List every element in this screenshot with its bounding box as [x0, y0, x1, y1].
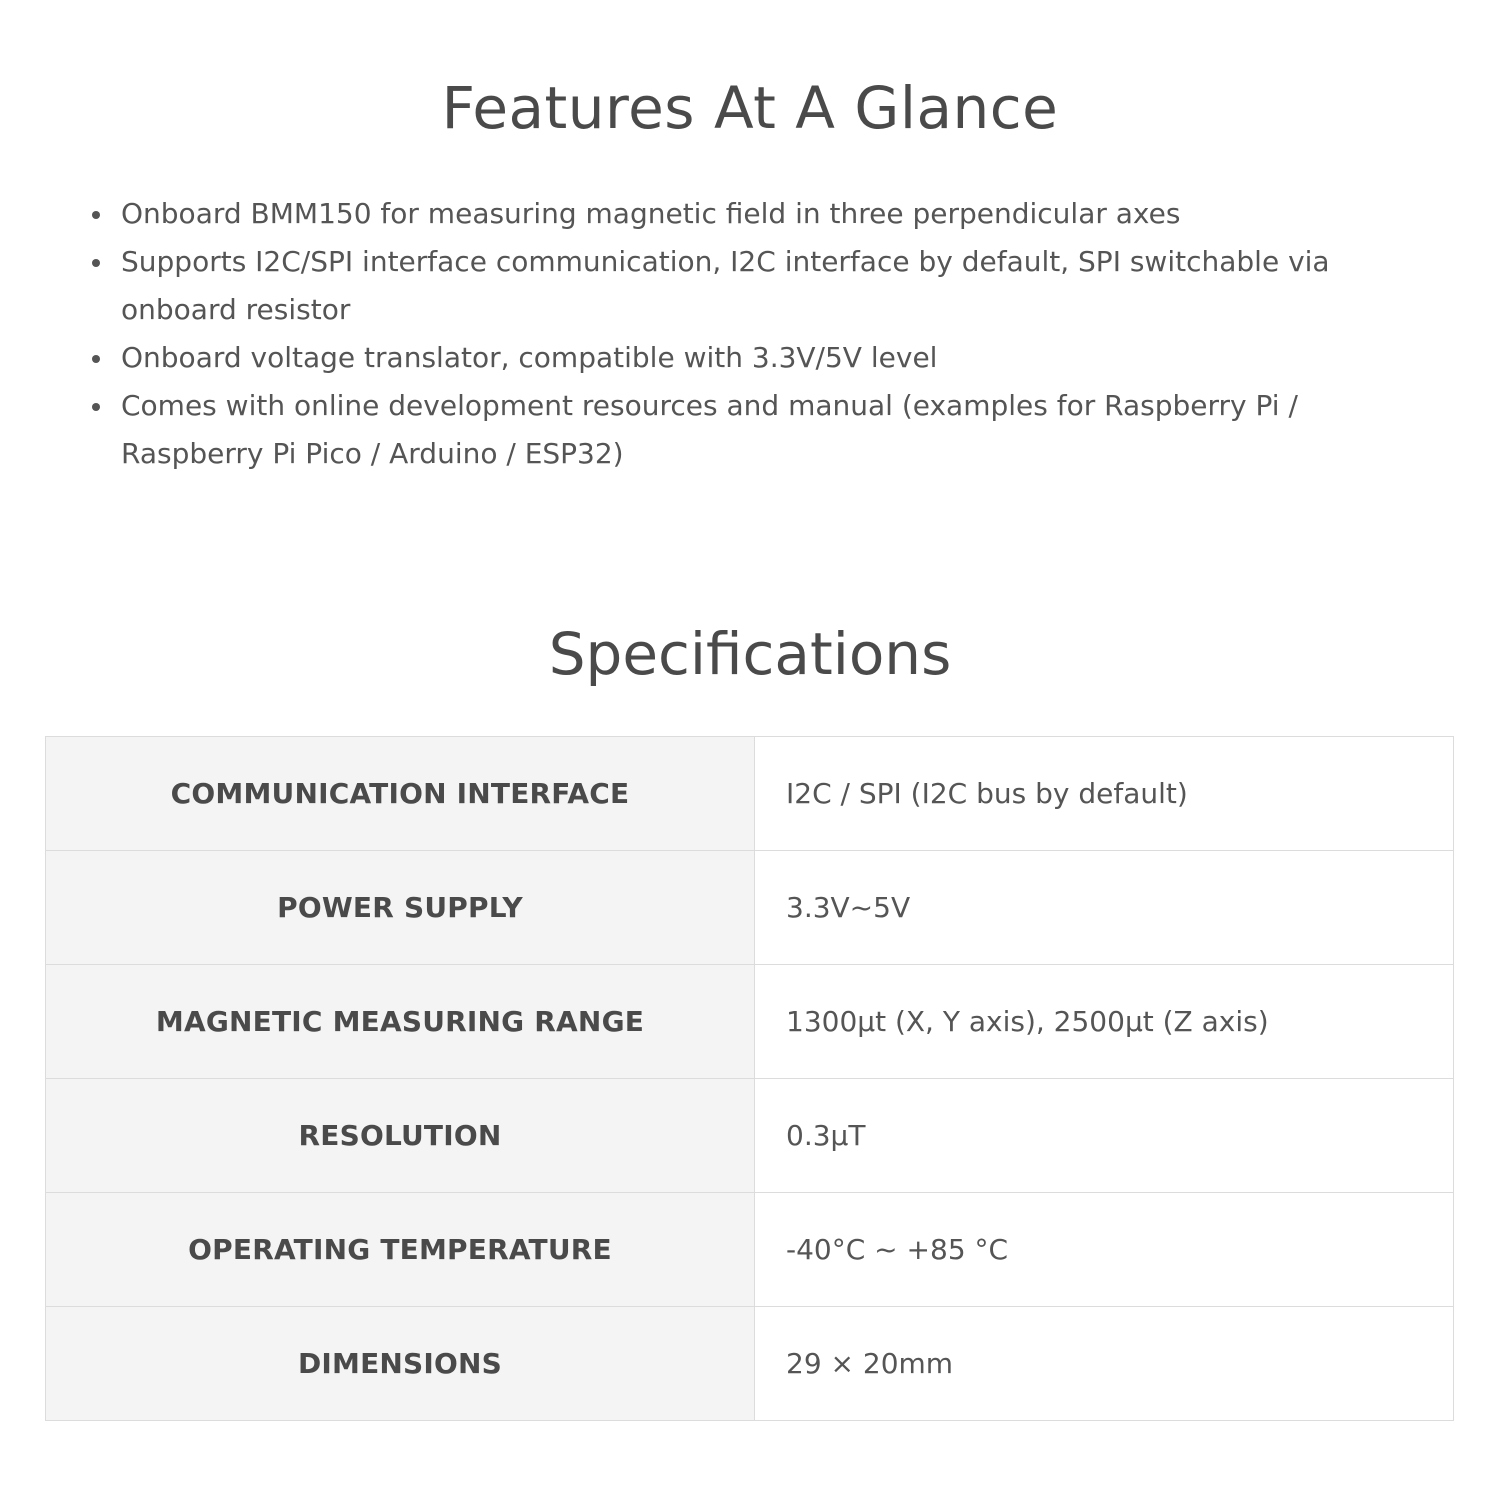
- spec-value: 0.3μT: [755, 1079, 1454, 1193]
- spec-value: I2C / SPI (I2C bus by default): [755, 737, 1454, 851]
- spec-value: -40°C ~ +85 °C: [755, 1193, 1454, 1307]
- spec-label: COMMUNICATION INTERFACE: [46, 737, 755, 851]
- feature-item: Supports I2C/SPI interface communication, I2C interface by default, SPI switchable via onboard resistor: [90, 238, 1350, 334]
- table-row: [46, 737, 1454, 851]
- features-list: [90, 190, 1350, 478]
- spec-label: DIMENSIONS: [46, 1307, 755, 1421]
- table-row: [46, 1193, 1454, 1307]
- feature-item: Onboard BMM150 for measuring magnetic field in three perpendicular axes: [90, 190, 1350, 238]
- feature-item: Onboard voltage translator, compatible with 3.3V/5V level: [90, 334, 1350, 382]
- table-row: [46, 1079, 1454, 1193]
- spec-label: MAGNETIC MEASURING RANGE: [46, 965, 755, 1079]
- spec-value: 29 × 20mm: [755, 1307, 1454, 1421]
- spec-label: OPERATING TEMPERATURE: [46, 1193, 755, 1307]
- specifications-title: Specifications: [548, 620, 952, 688]
- feature-item: Comes with online development resources and manual (examples for Raspberry Pi / Raspberry Pi Pico / Arduino / ESP32): [90, 382, 1350, 478]
- spec-value: 3.3V~5V: [755, 851, 1454, 965]
- spec-label: RESOLUTION: [46, 1079, 755, 1193]
- table-row: [46, 851, 1454, 965]
- specifications-table: [45, 736, 1454, 1421]
- table-row: [46, 965, 1454, 1079]
- spec-label: POWER SUPPLY: [46, 851, 755, 965]
- table-row: [46, 1307, 1454, 1421]
- features-title: Features At A Glance: [441, 74, 1059, 142]
- spec-value: 1300μt (X, Y axis), 2500μt (Z axis): [755, 965, 1454, 1079]
